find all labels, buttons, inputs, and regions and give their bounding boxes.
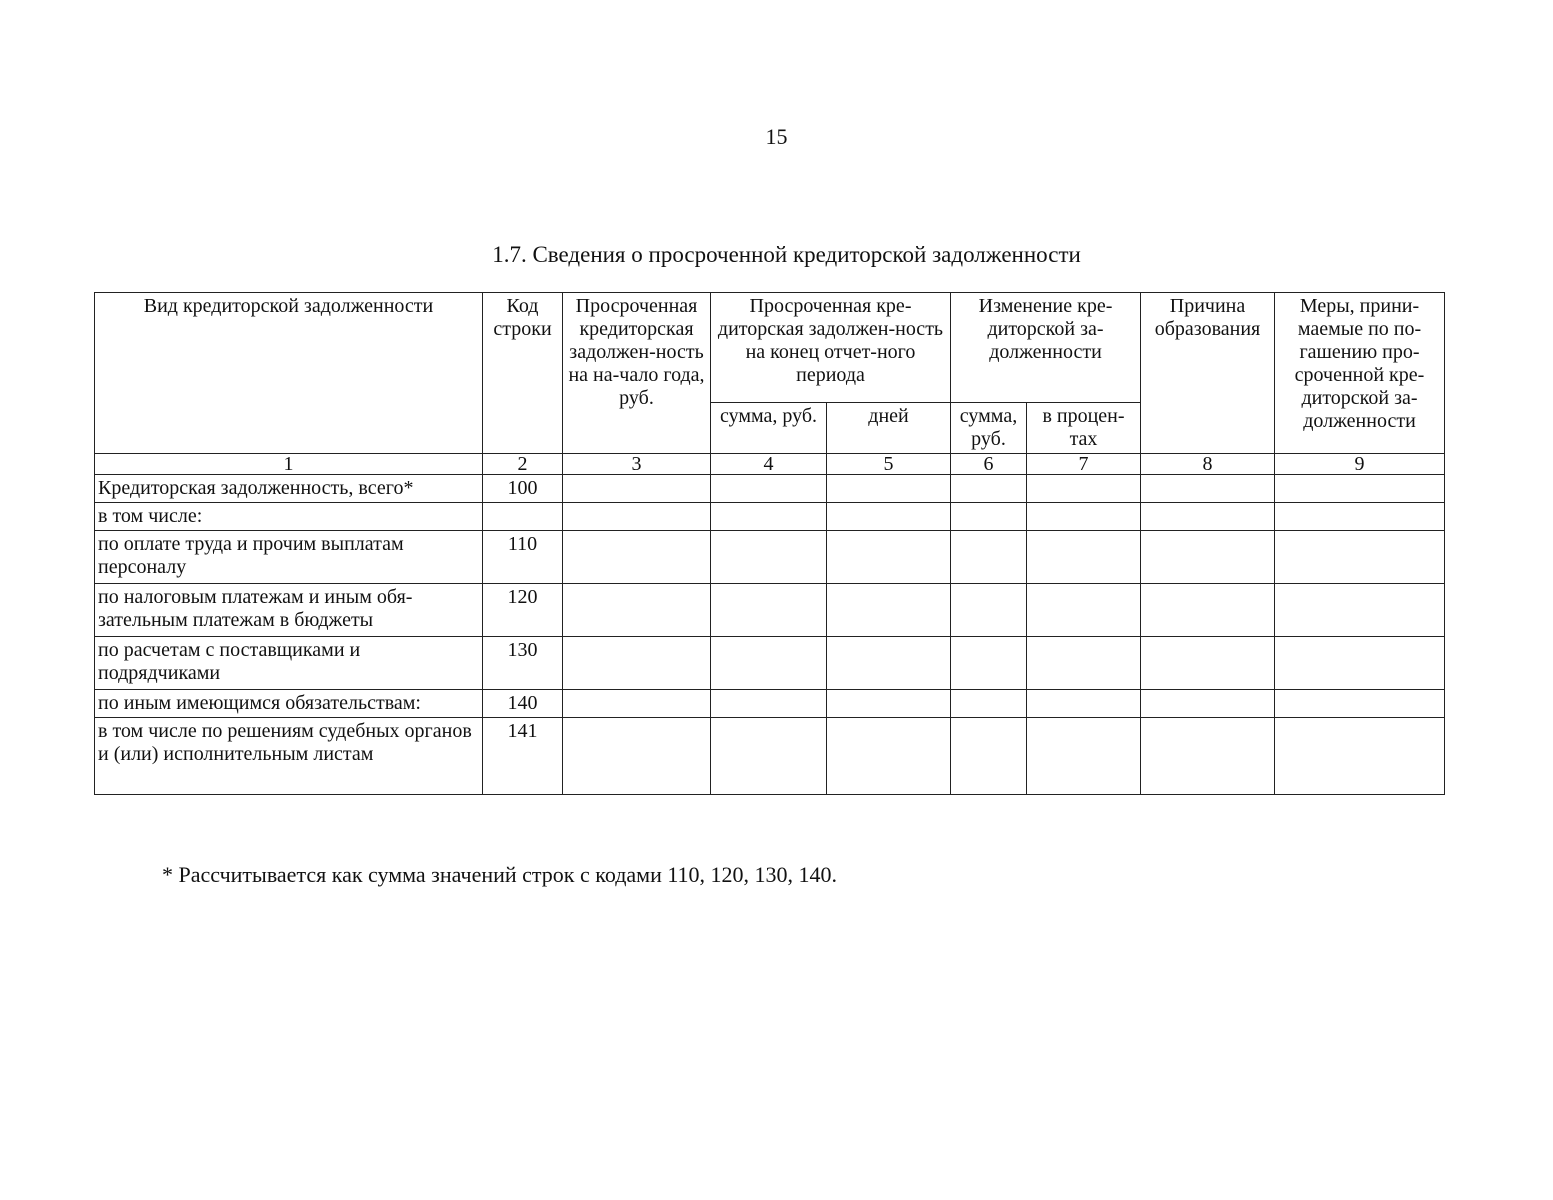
- header-overdue-end-days: дней: [827, 403, 951, 454]
- data-cell[interactable]: [827, 584, 951, 637]
- column-number-row: [95, 454, 1445, 475]
- data-cell[interactable]: [827, 531, 951, 584]
- data-cell[interactable]: [1141, 690, 1275, 718]
- row-label: по оплате труда и прочим выплатам персоналу: [95, 531, 483, 584]
- data-cell[interactable]: [1275, 690, 1445, 718]
- data-cell[interactable]: [1141, 531, 1275, 584]
- table-row: [95, 475, 1445, 503]
- data-cell[interactable]: [827, 503, 951, 531]
- row-code: 140: [483, 690, 563, 718]
- data-cell[interactable]: [1275, 637, 1445, 690]
- data-cell[interactable]: [1275, 718, 1445, 795]
- data-cell[interactable]: [563, 503, 711, 531]
- header-overdue-end: Просроченная кре-диторская задолжен-ность на конец отчет-ного периода: [711, 293, 951, 403]
- row-label: Кредиторская задолженность, всего*: [95, 475, 483, 503]
- data-cell[interactable]: [1141, 475, 1275, 503]
- data-cell[interactable]: [1141, 584, 1275, 637]
- data-cell[interactable]: [951, 637, 1027, 690]
- header-kind: Вид кредиторской задолженности: [95, 293, 483, 454]
- header-code: Код строки: [483, 293, 563, 454]
- data-cell[interactable]: [563, 690, 711, 718]
- data-cell[interactable]: [1141, 637, 1275, 690]
- data-cell[interactable]: [563, 718, 711, 795]
- header-measures: Меры, прини-маемые по по-гашению про-сроченной кре-диторской за-долженности: [1275, 293, 1445, 454]
- data-cell[interactable]: [951, 531, 1027, 584]
- data-cell[interactable]: [1027, 531, 1141, 584]
- column-number: 9: [1275, 454, 1445, 475]
- data-cell[interactable]: [711, 584, 827, 637]
- table-title: 1.7. Сведения о просроченной кредиторской задолженности: [492, 242, 1081, 267]
- data-cell[interactable]: [1027, 475, 1141, 503]
- column-number: 5: [827, 454, 951, 475]
- table-row: [95, 503, 1445, 531]
- data-cell[interactable]: [827, 690, 951, 718]
- data-cell[interactable]: [1275, 531, 1445, 584]
- row-label: в том числе по решениям судебных органов и (или) исполнительным листам: [95, 718, 483, 795]
- column-number: 8: [1141, 454, 1275, 475]
- data-cell[interactable]: [1027, 503, 1141, 531]
- data-cell[interactable]: [1027, 690, 1141, 718]
- data-cell[interactable]: [1027, 718, 1141, 795]
- page-number: 15: [765, 124, 788, 149]
- data-cell[interactable]: [1141, 503, 1275, 531]
- data-cell[interactable]: [951, 503, 1027, 531]
- row-code: 100: [483, 475, 563, 503]
- data-cell[interactable]: [951, 718, 1027, 795]
- data-cell[interactable]: [563, 584, 711, 637]
- header-change-percent: в процен-тах: [1027, 403, 1141, 454]
- overdue-payables-table: [94, 292, 1445, 795]
- header-change-sum: сумма, руб.: [951, 403, 1027, 454]
- column-number: 7: [1027, 454, 1141, 475]
- header-change: Изменение кре-диторской за-долженности: [951, 293, 1141, 403]
- table-row: [95, 584, 1445, 637]
- row-label: в том числе:: [95, 503, 483, 531]
- header-overdue-end-sum: сумма, руб.: [711, 403, 827, 454]
- data-cell[interactable]: [1141, 718, 1275, 795]
- data-cell[interactable]: [711, 531, 827, 584]
- header-reason: Причина образования: [1141, 293, 1275, 454]
- table-row: [95, 718, 1445, 795]
- data-cell[interactable]: [951, 690, 1027, 718]
- row-label: по иным имеющимся обязательствам:: [95, 690, 483, 718]
- data-cell[interactable]: [827, 475, 951, 503]
- data-cell[interactable]: [1275, 475, 1445, 503]
- data-cell[interactable]: [827, 637, 951, 690]
- data-cell[interactable]: [951, 584, 1027, 637]
- row-code: 110: [483, 531, 563, 584]
- column-number: 4: [711, 454, 827, 475]
- row-label: по налоговым платежам и иным обя-зательным платежам в бюджеты: [95, 584, 483, 637]
- column-number: 1: [95, 454, 483, 475]
- data-cell[interactable]: [1027, 637, 1141, 690]
- table-row: [95, 531, 1445, 584]
- footnote: * Рассчитывается как сумма значений строк с кодами 110, 120, 130, 140.: [162, 862, 838, 887]
- data-cell[interactable]: [711, 718, 827, 795]
- column-number: 6: [951, 454, 1027, 475]
- data-cell[interactable]: [951, 475, 1027, 503]
- row-code: 120: [483, 584, 563, 637]
- row-code: 130: [483, 637, 563, 690]
- data-cell[interactable]: [563, 475, 711, 503]
- column-number: 3: [563, 454, 711, 475]
- row-code: [483, 503, 563, 531]
- row-code: 141: [483, 718, 563, 795]
- data-cell[interactable]: [711, 475, 827, 503]
- table-row: [95, 637, 1445, 690]
- data-cell[interactable]: [1275, 584, 1445, 637]
- data-cell[interactable]: [827, 718, 951, 795]
- data-cell[interactable]: [711, 503, 827, 531]
- header-overdue-start: Просроченная кредиторская задолжен-ность на на-чало года, руб.: [563, 293, 711, 454]
- table-row: [95, 690, 1445, 718]
- data-cell[interactable]: [711, 690, 827, 718]
- data-cell[interactable]: [711, 637, 827, 690]
- data-cell[interactable]: [1275, 503, 1445, 531]
- column-number: 2: [483, 454, 563, 475]
- data-cell[interactable]: [1027, 584, 1141, 637]
- data-cell[interactable]: [563, 637, 711, 690]
- row-label: по расчетам с поставщиками и подрядчиками: [95, 637, 483, 690]
- data-cell[interactable]: [563, 531, 711, 584]
